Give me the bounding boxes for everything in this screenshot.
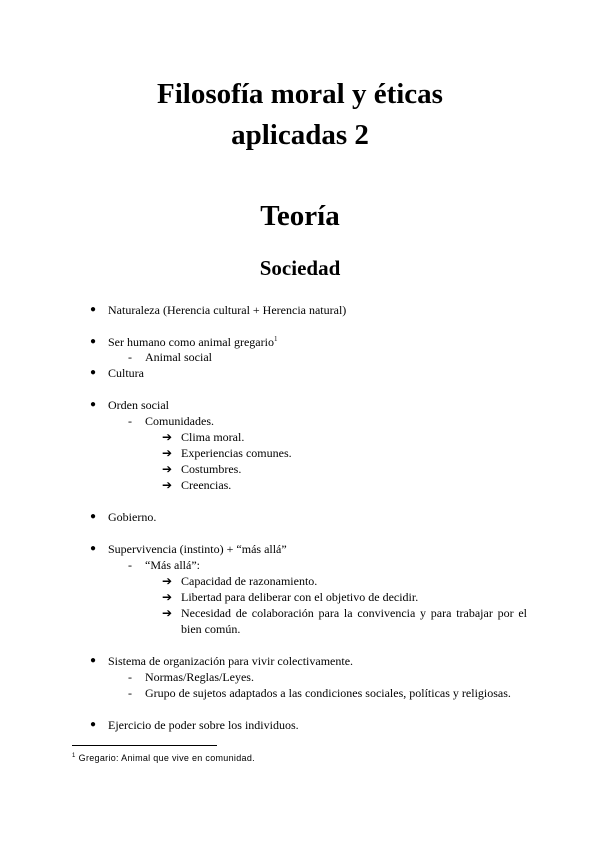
arrow-right-icon: ➔ xyxy=(162,478,173,492)
dash-marker: - xyxy=(128,350,132,364)
arrow-item-capacidad xyxy=(162,573,318,589)
sub-item-normas xyxy=(128,669,254,685)
arrow-item-clima-moral xyxy=(162,429,245,445)
list-item-text: Orden social xyxy=(108,398,169,412)
arrow-item-text: Necesidad de colaboración para la convivencia y para trabajar por el bien común. xyxy=(181,606,527,636)
list-item-ejercicio xyxy=(90,717,299,733)
bullet-icon: ● xyxy=(90,655,97,666)
arrow-right-icon: ➔ xyxy=(162,574,173,588)
arrow-item-text: Clima moral. xyxy=(181,430,245,444)
dash-marker: - xyxy=(128,558,132,572)
list-item-supervivencia xyxy=(90,541,287,557)
bullet-icon: ● xyxy=(90,543,97,554)
sub-item-comunidades xyxy=(128,413,214,429)
sub-item-text: Comunidades. xyxy=(145,414,214,428)
list-item-text: Ser humano como animal gregario xyxy=(108,335,274,349)
list-item-text: Ejercicio de poder sobre los individuos. xyxy=(108,718,299,732)
sub-item-text: Animal social xyxy=(145,350,212,364)
bullet-icon: ● xyxy=(90,719,97,730)
list-item-orden-social xyxy=(90,397,169,413)
list-item-text: Gobierno. xyxy=(108,510,157,524)
bullet-icon: ● xyxy=(90,336,97,347)
sub-item-mas-alla xyxy=(128,557,200,573)
footnote xyxy=(72,752,255,764)
list-item-sistema xyxy=(90,653,354,669)
list-item-text: Cultura xyxy=(108,366,144,380)
dash-marker: - xyxy=(128,414,132,428)
arrow-item-costumbres xyxy=(162,461,242,477)
list-item-text: Supervivencia (instinto) + “más allá” xyxy=(108,542,287,556)
sub-item-animal-social xyxy=(128,349,212,365)
bullet-icon: ● xyxy=(90,511,97,522)
arrow-right-icon: ➔ xyxy=(162,462,173,476)
arrow-item-creencias xyxy=(162,477,232,493)
bullet-icon: ● xyxy=(90,304,97,315)
list-item-cultura xyxy=(90,365,144,381)
dash-marker: - xyxy=(128,670,132,684)
list-item-naturaleza xyxy=(90,302,347,318)
list-item-text: Naturaleza (Herencia cultural + Herencia natural) xyxy=(108,303,347,317)
footnote-separator xyxy=(72,745,217,746)
section-heading: Teoría xyxy=(260,200,340,232)
arrow-item-necesidad xyxy=(162,605,527,637)
arrow-item-text: Creencias. xyxy=(181,478,232,492)
footnote-number: 1 xyxy=(72,753,76,759)
footnote-text: Gregario: Animal que vive en comunidad. xyxy=(78,753,255,763)
sub-item-text: Normas/Reglas/Leyes. xyxy=(145,670,254,684)
footnote-reference[interactable]: 1 xyxy=(273,335,278,343)
bullet-icon: ● xyxy=(90,399,97,410)
document-title-line-1: Filosofía moral y éticas xyxy=(157,78,443,110)
arrow-right-icon: ➔ xyxy=(162,606,173,620)
arrow-item-text: Costumbres. xyxy=(181,462,242,476)
list-item-ser-humano xyxy=(90,334,278,350)
list-item-gobierno xyxy=(90,509,157,525)
arrow-item-text: Experiencias comunes. xyxy=(181,446,292,460)
sub-item-grupo xyxy=(128,685,511,701)
list-item-text: Sistema de organización para vivir colectivamente. xyxy=(108,654,354,668)
arrow-item-libertad xyxy=(162,589,419,605)
arrow-right-icon: ➔ xyxy=(162,430,173,444)
arrow-right-icon: ➔ xyxy=(162,590,173,604)
arrow-item-experiencias xyxy=(162,445,292,461)
dash-marker: - xyxy=(128,686,132,700)
bullet-icon: ● xyxy=(90,367,97,378)
section-subheading: Sociedad xyxy=(259,256,341,280)
document-title-line-2: aplicadas 2 xyxy=(231,119,369,151)
arrow-item-text: Libertad para deliberar con el objetivo de decidir. xyxy=(181,590,419,604)
sub-item-text: “Más allá”: xyxy=(145,558,200,572)
sub-item-text: Grupo de sujetos adaptados a las condiciones sociales, políticas y religiosas. xyxy=(145,686,511,700)
arrow-right-icon: ➔ xyxy=(162,446,173,460)
arrow-item-text: Capacidad de razonamiento. xyxy=(181,574,318,588)
